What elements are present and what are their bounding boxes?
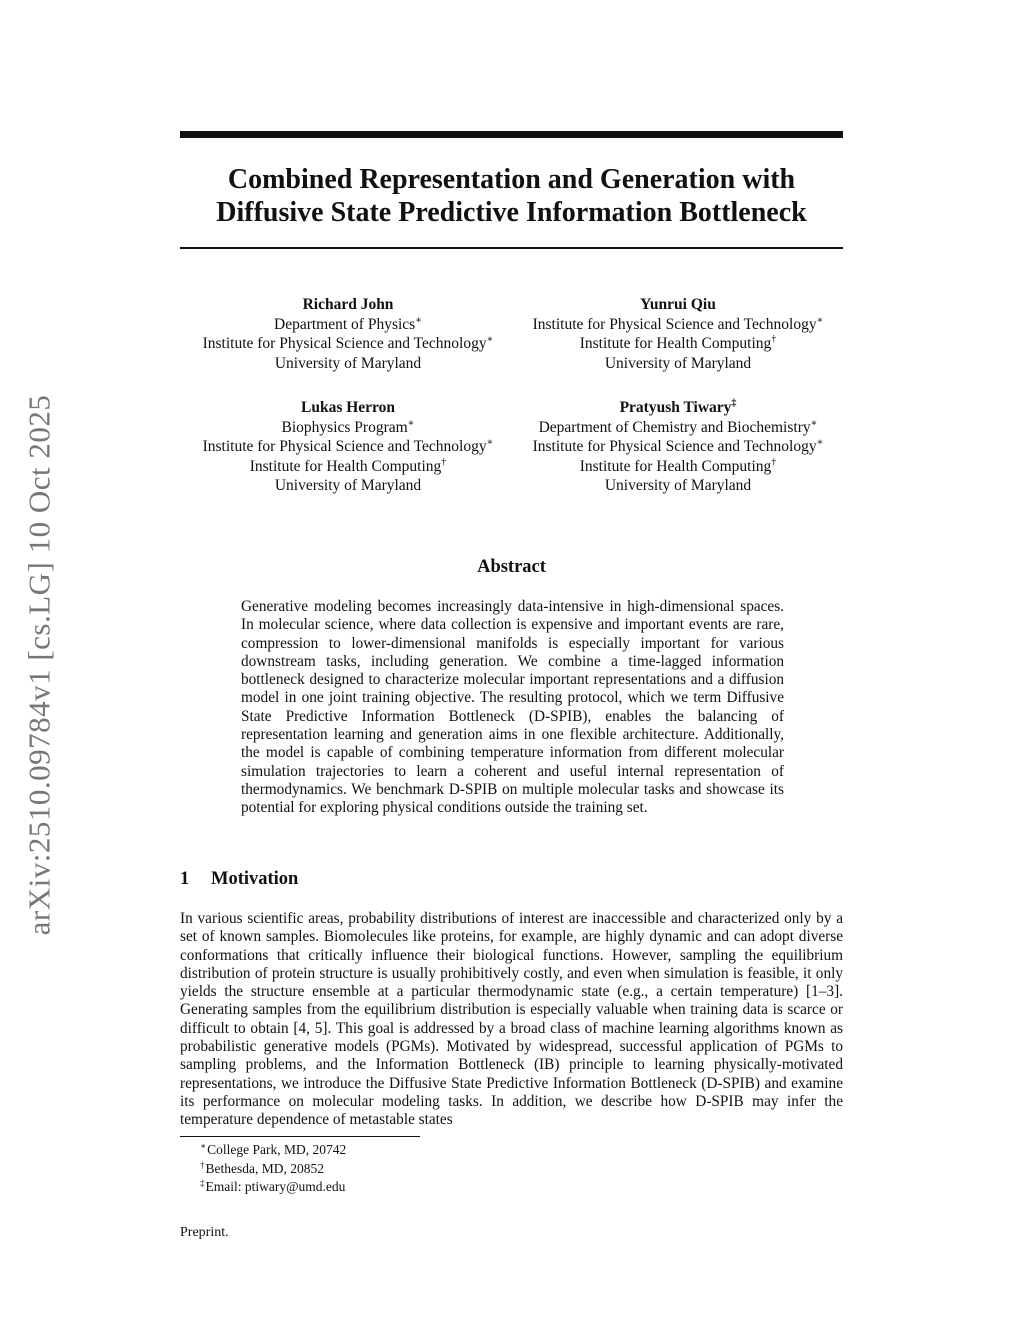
footnote-rule bbox=[180, 1136, 420, 1137]
author-name: Yunrui Qiu bbox=[640, 296, 716, 313]
footnote-mark: ∗ bbox=[200, 1141, 207, 1151]
affiliation: University of Maryland bbox=[274, 354, 422, 372]
title-line-1: Combined Representation and Generation with bbox=[227, 164, 796, 195]
author-block bbox=[183, 295, 513, 373]
affiliation: Institute for Physical Science and Technology bbox=[202, 335, 487, 352]
footnote-mark: ∗ bbox=[486, 437, 494, 448]
section-title: Motivation bbox=[211, 869, 299, 889]
paper-title bbox=[180, 163, 843, 229]
footnote-mark: † bbox=[441, 456, 447, 468]
section-number: 1 bbox=[180, 869, 190, 889]
footnote-mark: † bbox=[200, 1159, 205, 1170]
footnote-mark: † bbox=[771, 456, 777, 468]
footnote-mark: ∗ bbox=[816, 314, 824, 326]
footnote-mark: ∗ bbox=[810, 417, 818, 429]
footnote bbox=[200, 1141, 346, 1160]
footnote-mark: † bbox=[771, 334, 777, 345]
affiliation: Institute for Physical Science and Technology bbox=[532, 438, 817, 455]
abstract-text: Generative modeling becomes increasingly data-intensive in high-dimensional spaces. In molecular science, where data collection is expensive and important events are rare, compression to lower-dimensional manifolds is especially important for various downstream tasks, including generation. We combine a time-lagged information bottleneck designed to characterize molecular important representations and a diffusion model in one joint training objective. The resulting protocol, which we term Diffusive State Predictive Information Bottleneck (D-SPIB), enables the balancing of representation learning and generation aims in one flexible architecture. Additionally, the model is capable of combining temperature information from different molecular simulation trajectories to learn a coherent and useful internal representation of thermodynamics. We benchmark D-SPIB on multiple molecular tasks and showcase its potential for exploring physical conditions outside the training set. bbox=[241, 598, 784, 817]
affiliation: Institute for Health Computing bbox=[579, 335, 772, 352]
footnote-mark: ‡ bbox=[200, 1178, 205, 1188]
affiliation: Biophysics Program bbox=[281, 418, 408, 436]
author-block bbox=[513, 398, 843, 496]
affiliation: University of Maryland bbox=[604, 477, 752, 494]
affiliation: Institute for Physical Science and Technology bbox=[532, 315, 817, 333]
affiliation: University of Maryland bbox=[274, 477, 422, 494]
section-body-text: In various scientific areas, probability distributions of interest are inaccessible and characterized only by a set of known samples. Biomolecules like proteins, for example, are highly dynamic and can adopt diverse conformations that critically influence their biological functions. However, sampling the equilibrium distribution of protein structure is usually prohibitively costly, and even when simulation is feasible, it only yields the structure ensemble at a particular thermodynamic state (e.g., a certain temperature) [1–3]. Generating samples from the equilibrium distribution is especially valuable when training data is scarce or difficult to obtain [4, 5]. This goal is addressed by a broad class of machine learning algorithms known as probabilistic generative models (PGMs). Motivated by widespread, successful application of PGMs to sampling problems, and the Information Bottleneck (IB) principle to learning physically-motivated representations, we introduce the Diffusive State Predictive Information Bottleneck (D-SPIB) and examine its performance on molecular modeling tasks. In addition, we describe how D-SPIB may infer the temperature dependence of metastable states bbox=[180, 910, 843, 1129]
affiliation: Institute for Health Computing bbox=[249, 457, 442, 475]
footnote bbox=[200, 1160, 346, 1179]
footnote-mark: ∗ bbox=[816, 437, 824, 448]
title-rule-bottom bbox=[180, 247, 843, 249]
footnotes bbox=[200, 1141, 346, 1197]
affiliation: Institute for Physical Science and Technology bbox=[202, 438, 487, 455]
preprint-label: Preprint. bbox=[180, 1225, 229, 1240]
footnote-mark: ∗ bbox=[407, 417, 415, 429]
author-name: Lukas Herron bbox=[300, 399, 396, 416]
author-name: Richard John bbox=[302, 296, 394, 313]
affiliation: Department of Chemistry and Biochemistry bbox=[538, 418, 811, 436]
footnote-text: Email: ptiwary@umd.edu bbox=[205, 1179, 346, 1194]
footnote-mark: ∗ bbox=[415, 314, 422, 326]
arxiv-sidebar bbox=[18, 375, 60, 955]
author-block bbox=[183, 398, 513, 496]
arxiv-id: arXiv:2510.09784v1 [cs.LG] 10 Oct 2025 bbox=[21, 394, 56, 936]
author-block bbox=[513, 295, 843, 373]
affiliation: Department of Physics bbox=[274, 315, 416, 333]
footnote-mark: ∗ bbox=[486, 334, 494, 345]
section-heading bbox=[180, 869, 298, 890]
footnote bbox=[200, 1178, 346, 1197]
title-line-2: Diffusive State Predictive Information Bottleneck bbox=[216, 197, 807, 228]
footnote-mark: ‡ bbox=[731, 398, 737, 409]
abstract-heading: Abstract bbox=[477, 557, 546, 577]
title-rule-top bbox=[180, 131, 843, 138]
footnote-text: Bethesda, MD, 20852 bbox=[205, 1160, 324, 1176]
affiliation: University of Maryland bbox=[604, 354, 752, 372]
footnote-text: College Park, MD, 20742 bbox=[207, 1142, 347, 1157]
affiliation: Institute for Health Computing bbox=[579, 457, 772, 475]
author-name: Pratyush Tiwary bbox=[619, 399, 732, 416]
